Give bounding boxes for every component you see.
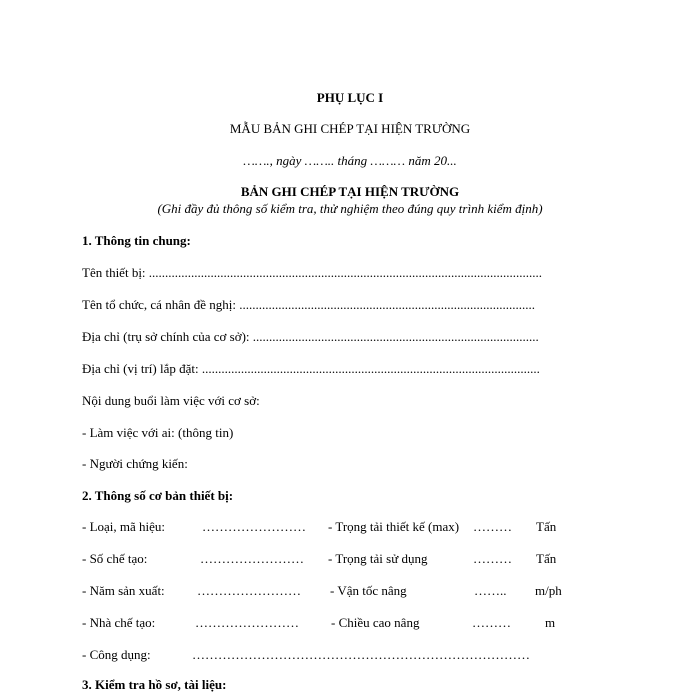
date-line: ……., ngày …….. tháng ……… năm 20... [243,153,457,168]
spec-value-blank: …………………… [195,615,299,630]
spec-label: - Số chế tạo: [82,551,148,566]
spec-value-blank: …….. [474,583,507,598]
field-meeting-content: Nội dung buổi làm việc với cơ sở: [82,393,260,408]
field-witness: - Người chứng kiến: [82,456,188,471]
appendix-title: PHỤ LỤC I [316,90,384,105]
field-device-name: Tên thiết bị: ......................................................................................................................... [82,265,543,280]
spec-label: - Loại, mã hiệu: [82,519,166,534]
document-subtitle: (Ghi đầy đủ thông số kiểm tra, thử nghiệm theo đúng quy trình kiểm định) [157,201,543,216]
spec-value-blank: …………………… [197,583,301,598]
usage-label: - Công dụng: [82,647,151,662]
usage-value-blank: …………………………………………………………………… [192,647,530,662]
section-3-heading: 3. Kiểm tra hồ sơ, tài liệu: [82,677,227,692]
spec-label: - Trọng tải thiết kế (max) [328,519,460,534]
document-title: BẢN GHI CHÉP TẠI HIỆN TRƯỜNG [240,184,460,199]
spec-unit: Tấn [536,519,557,534]
field-organization: Tên tổ chức, cá nhân đề nghị: ........................................................................................... [82,297,535,312]
field-worked-with: - Làm việc với ai: (thông tin) [82,425,234,440]
field-install-location: Địa chỉ (vị trí) lắp đặt: ........................................................................................................ [82,361,540,376]
spec-label: - Nhà chế tạo: [82,615,156,630]
spec-value-blank: …………………… [202,519,306,534]
field-head-office-address: Địa chỉ (trụ sở chính của cơ sở): ........................................................................................ [82,329,539,344]
spec-unit: m [545,615,556,630]
spec-label: - Trọng tải sử dụng [328,551,428,566]
spec-value-blank: ……… [473,519,512,534]
section-1-heading: 1. Thông tin chung: [82,233,191,248]
section-2-heading: 2. Thông số cơ bản thiết bị: [82,488,234,503]
spec-label: - Năm sản xuất: [82,583,165,598]
spec-value-blank: ……… [472,615,511,630]
spec-value-blank: ……… [473,551,512,566]
spec-unit: Tấn [536,551,557,566]
form-title: MẪU BẢN GHI CHÉP TẠI HIỆN TRƯỜNG [229,121,471,136]
spec-label: - Chiều cao nâng [331,615,420,630]
spec-unit: m/ph [535,583,562,598]
spec-value-blank: …………………… [200,551,304,566]
spec-label: - Vận tốc nâng [330,583,407,598]
